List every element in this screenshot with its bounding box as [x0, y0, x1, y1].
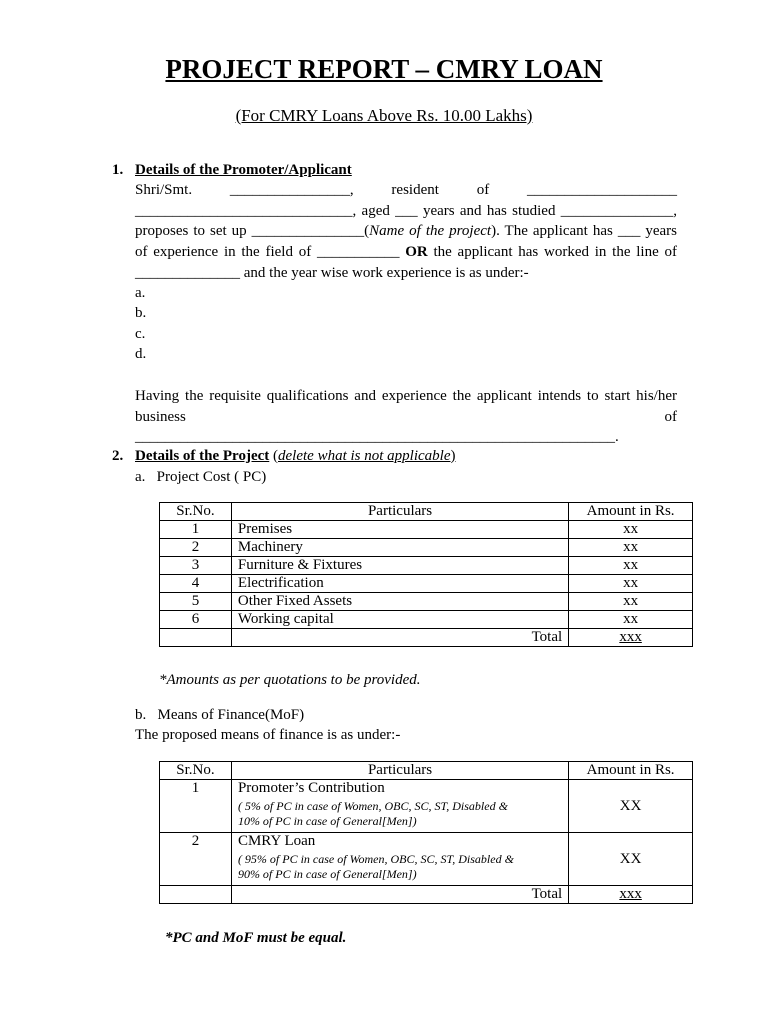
table-row: 1 Promoter’s Contribution ( 5% of PC in case of Women, OBC, SC, ST, Disabled & 10% of PC in case of General[Men]) XX	[160, 780, 693, 833]
table-row: 6 Working capital xx	[160, 611, 693, 629]
or-keyword: OR	[405, 244, 428, 261]
name-blank: ________________,	[229, 182, 354, 198]
project-cost-table	[159, 502, 693, 647]
intent-line-1: Having the requisite qualifications and experience the applicant intends to start his/her	[135, 388, 677, 404]
experience-item-a: a.	[135, 285, 146, 301]
experience-item-d: d.	[135, 346, 147, 362]
address-blank: ____________________	[526, 182, 677, 198]
promoter-line-3: proposes to set up _______________(Name of the project). The applicant has ___ years	[135, 223, 677, 240]
section-1-heading: Details of the Promoter/Applicant	[135, 162, 352, 178]
quotation-note: *Amounts as per quotations to be provided.	[159, 672, 421, 688]
promoter-line-1	[135, 180, 677, 201]
cmry-loan-label: CMRY Loan	[237, 833, 316, 849]
project-cost-subheading: a. Project Cost ( PC)	[135, 469, 267, 485]
table-header-row	[160, 503, 693, 521]
intent-paragraph	[135, 386, 677, 448]
of-text: of	[476, 182, 490, 198]
means-of-finance-table	[159, 761, 693, 904]
table-total-row	[160, 629, 693, 647]
table-total-row	[160, 886, 693, 904]
promoter-line-2: _____________________________, aged ___ years and has studied _______________,	[135, 202, 677, 219]
table-row: 5 Other Fixed Assets xx	[160, 593, 693, 611]
experience-item-b: b.	[135, 305, 147, 321]
resident-text: resident	[391, 182, 439, 198]
intent-line-2: business of ________________________________________________________________.	[135, 408, 677, 446]
col-header-srno: Sr.No.	[160, 762, 232, 780]
page-subtitle: (For CMRY Loans Above Rs. 10.00 Lakhs)	[235, 106, 533, 125]
total-label: Total	[231, 886, 568, 904]
col-header-amount: Amount in Rs.	[569, 503, 693, 521]
table-row: 2 CMRY Loan ( 95% of PC in case of Women, OBC, SC, ST, Disabled & 90% of PC in case of General[Men]) XX	[160, 833, 693, 886]
table-row: 4 Electrification xx	[160, 575, 693, 593]
total-label: Total	[231, 629, 568, 647]
project-name-hint: Name of the project	[369, 223, 492, 240]
means-of-finance-subheading: b. Means of Finance(MoF)	[135, 707, 305, 723]
experience-item-c: c.	[135, 326, 146, 342]
table-row: 1 Premises xx	[160, 521, 693, 539]
delete-note: delete what is not applicable	[278, 448, 451, 464]
promoter-paragraph	[135, 180, 677, 284]
table-header-row	[160, 762, 693, 780]
table-row: 3 Furniture & Fixtures xx	[160, 557, 693, 575]
table-row: 2 Machinery xx	[160, 539, 693, 557]
promoter-contribution-label: Promoter’s Contribution	[237, 780, 385, 796]
pc-mof-note: *PC and MoF must be equal.	[165, 930, 347, 946]
section-2-heading: Details of the Project (delete what is not applicable)	[135, 448, 456, 464]
col-header-amount: Amount in Rs.	[569, 762, 693, 780]
total-value: xxx	[569, 886, 693, 904]
section-2-number: 2.	[112, 448, 124, 464]
col-header-particulars: Particulars	[231, 503, 568, 521]
total-value: xxx	[569, 629, 693, 647]
col-header-particulars: Particulars	[231, 762, 568, 780]
col-header-srno: Sr.No.	[160, 503, 232, 521]
promoter-line-4: of experience in the field of ___________ OR the applicant has worked in the line of	[135, 244, 677, 261]
salutation-text: Shri/Smt.	[135, 182, 193, 198]
section-1-number: 1.	[112, 162, 124, 178]
page-title: PROJECT REPORT – CMRY LOAN	[165, 54, 603, 84]
means-of-finance-intro: The proposed means of finance is as under:-	[135, 727, 401, 743]
promoter-line-5: ______________ and the year wise work experience is as under:-	[135, 264, 529, 281]
